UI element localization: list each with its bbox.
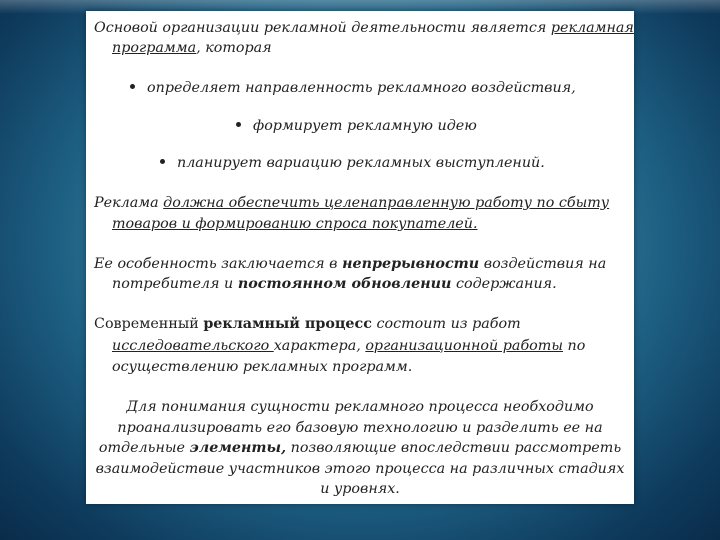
para4-text-end: состоит из работ	[371, 316, 521, 332]
para4-text: Современный	[94, 316, 204, 332]
intro-text-end: , которая	[196, 40, 272, 56]
para3-bold-term: непрерывности	[342, 256, 480, 272]
bullet-text: определяет направленность рекламного воздействия,	[147, 80, 576, 96]
para3-line-1	[94, 254, 606, 274]
para4-text-2: характера,	[273, 338, 366, 354]
para4-bold-term: рекламный процесс	[203, 316, 372, 332]
bullet-dot-icon	[130, 84, 135, 89]
para3-text-2: потребителя и	[112, 276, 238, 292]
para2-underlined-text-2: товаров и формированию спроса покупателей.	[112, 216, 478, 232]
intro-text: Основой организации рекламной деятельности является	[94, 20, 551, 36]
para4-line-2	[112, 336, 585, 356]
bullet-text: планирует вариацию рекламных выступлений.	[177, 155, 545, 171]
para3-line-2	[112, 274, 557, 294]
para4-line-1	[94, 314, 521, 334]
closing-paragraph	[86, 397, 634, 500]
closing-line-4: взаимодействие участников этого процесса на различных стадиях	[95, 460, 625, 477]
intro-program-term: программа	[112, 40, 197, 56]
para2-line-2	[112, 214, 478, 234]
closing-line-1: Для понимания сущности рекламного процесса необходимо	[126, 399, 594, 415]
bullet-item-2	[236, 116, 477, 136]
bullet-dot-icon	[160, 159, 165, 164]
bullet-item-1	[130, 78, 576, 98]
closing-line-3	[86, 438, 634, 459]
para2-line-1	[94, 193, 609, 213]
para3-text: Ее особенность заключается в	[94, 256, 343, 272]
bullet-item-3	[160, 153, 545, 173]
bullet-text: формирует рекламную идею	[253, 118, 477, 134]
para4-text-4: осуществлению рекламных программ.	[112, 359, 413, 375]
para3-bold-term-2: постоянном обновлении	[237, 276, 452, 292]
intro-line-1	[94, 18, 634, 38]
para2-text: Реклама	[94, 195, 164, 211]
closing-text: отдельные	[98, 440, 190, 457]
para2-underlined-text: должна обеспечить целенаправленную работу по сбыту	[163, 195, 610, 211]
closing-line-5: и уровнях.	[320, 481, 400, 498]
closing-line-2: проанализировать его базовую технологию и разделить ее на	[117, 419, 603, 436]
para3-text-end-2: содержания.	[451, 276, 557, 292]
intro-line-2	[112, 38, 272, 58]
para4-underlined-org: организационной работы	[365, 338, 563, 354]
para4-line-3	[112, 357, 412, 377]
para3-text-end: воздействия на	[479, 256, 607, 272]
para4-underlined-research: исследовательского	[112, 338, 274, 354]
intro-underlined-term: рекламная	[550, 20, 634, 36]
bullet-dot-icon	[236, 122, 241, 127]
closing-bold-term: элементы,	[189, 440, 287, 457]
para4-text-3: по	[562, 338, 586, 354]
closing-text-end: позволяющие впоследствии рассмотреть	[286, 440, 622, 457]
